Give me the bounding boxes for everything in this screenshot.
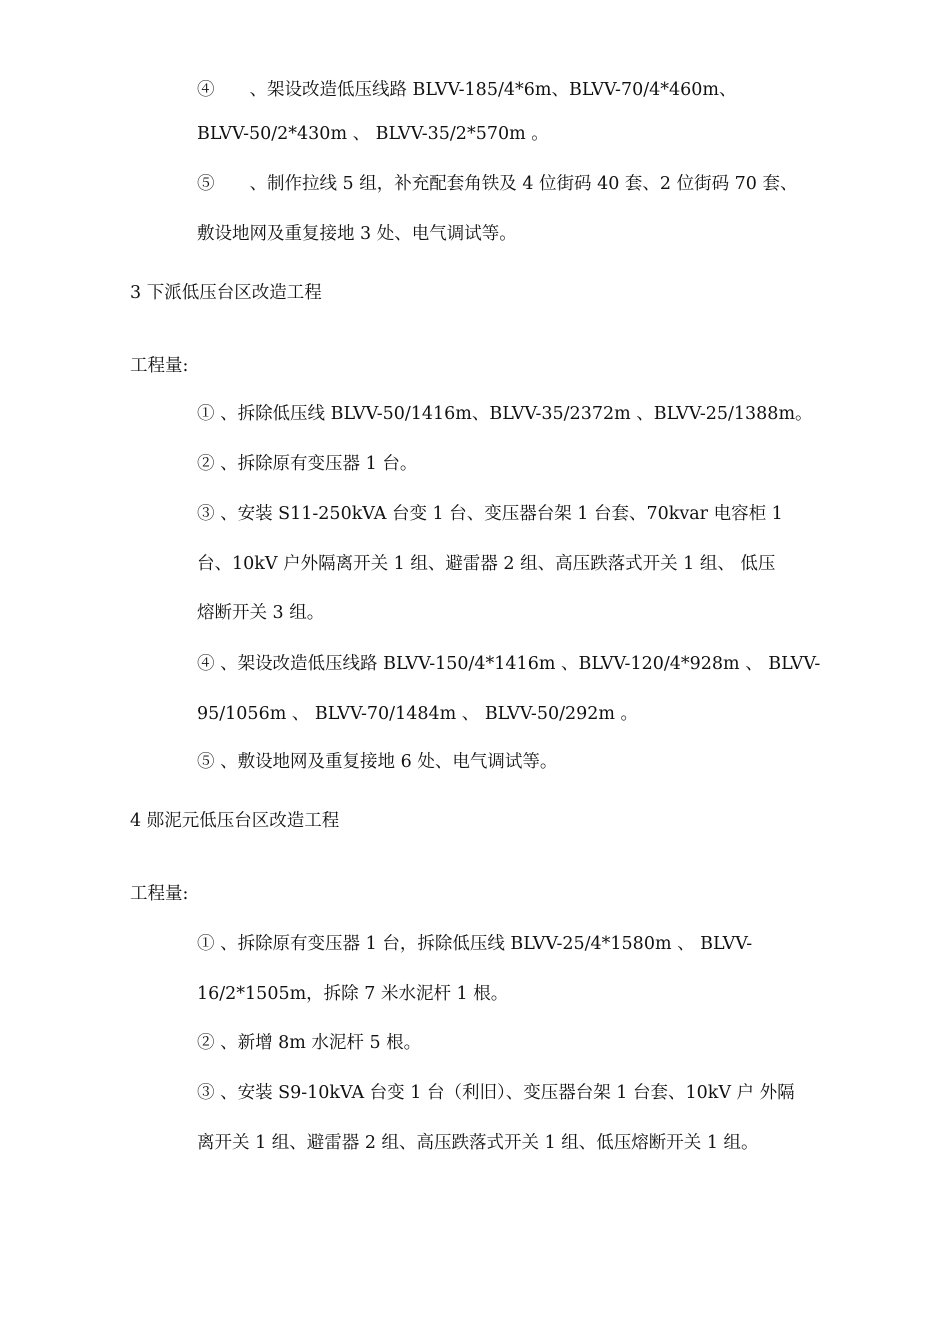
section-4-item-2: ② 、新增 8m 水泥杆 5 根。: [197, 1033, 422, 1053]
section-3-item-1: ① 、拆除低压线 BLVV-50/1416m、BLVV-35/2372m 、BLVV-25/1388m。: [197, 404, 813, 424]
section-4-item-1-line-1: ① 、拆除原有变压器 1 台，拆除低压线 BLVV-25/4*1580m 、 BLVV-: [197, 934, 753, 954]
section-4-item-3-line-2: 离开关 1 组、避雷器 2 组、高压跌落式开关 1 组、低压熔断开关 1 组。: [197, 1133, 759, 1153]
section-3-item-2: ② 、拆除原有变压器 1 台。: [197, 454, 418, 474]
section-3-item-4-line-1: ④ 、架设改造低压线路 BLVV-150/4*1416m 、BLVV-120/4*928m 、 BLVV-: [197, 654, 821, 674]
prev-item-4-line-2: BLVV-50/2*430m 、 BLVV-35/2*570m 。: [197, 124, 549, 144]
section-3-item-4-line-2: 95/1056m 、 BLVV-70/1484m 、 BLVV-50/292m 。: [197, 704, 639, 724]
section-4-quantity-label: 工程量:: [130, 884, 189, 904]
section-3-quantity-label: 工程量:: [130, 356, 189, 376]
prev-item-5-line-2: 敷设地网及重复接地 3 处、电气调试等。: [197, 224, 517, 244]
section-4-item-3-line-1: ③ 、安装 S9-10kVA 台变 1 台（利旧）、变压器台架 1 台套、10kV 户 外隔: [197, 1083, 795, 1103]
section-3-item-5: ⑤ 、敷设地网及重复接地 6 处、电气调试等。: [197, 752, 558, 772]
section-3-item-3-line-2: 台、10kV 户外隔离开关 1 组、避雷器 2 组、高压跌落式开关 1 组、 低压: [197, 554, 776, 574]
prev-item-5-line-1: ⑤ 、制作拉线 5 组，补充配套角铁及 4 位街码 40 套、2 位街码 70 套、: [197, 174, 798, 194]
section-4-title: 4 郧泥元低压台区改造工程: [130, 811, 340, 831]
section-3-title: 3 下派低压台区改造工程: [130, 283, 322, 303]
prev-item-4-line-1: ④ 、架设改造低压线路 BLVV-185/4*6m、BLVV-70/4*460m、: [197, 80, 737, 100]
section-3-item-3-line-1: ③ 、安装 S11-250kVA 台变 1 台、变压器台架 1 台套、70kvar 电容柜 1: [197, 504, 783, 524]
section-4-item-1-line-2: 16/2*1505m，拆除 7 米水泥杆 1 根。: [197, 984, 509, 1004]
section-3-item-3-line-3: 熔断开关 3 组。: [197, 603, 325, 623]
